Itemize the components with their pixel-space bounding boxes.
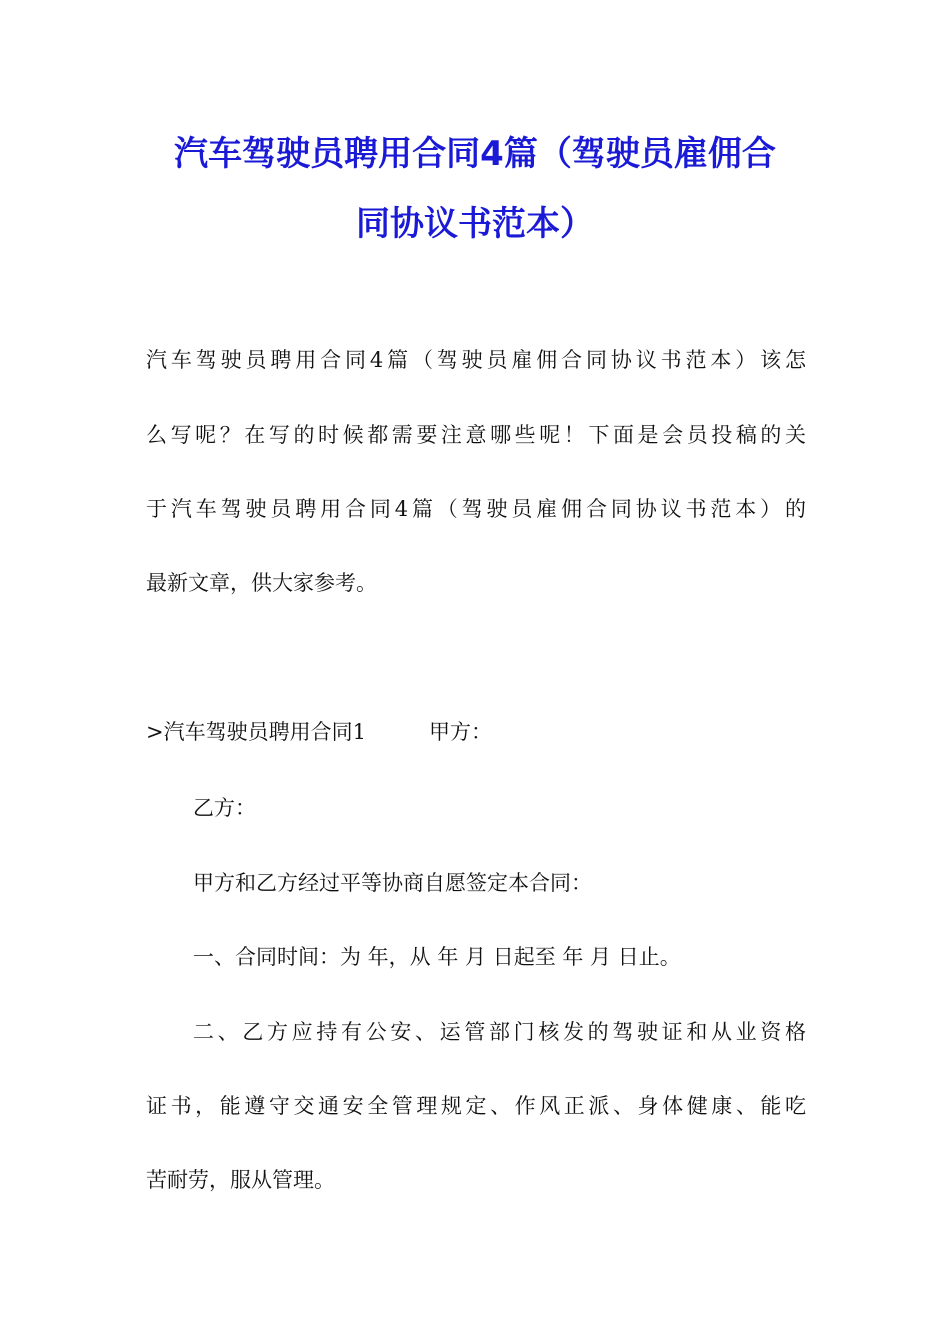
intro-line-2: 么写呢？在写的时候都需要注意哪些呢！下面是会员投稿的关	[146, 423, 806, 447]
intro-line-3: 于汽车驾驶员聘用合同4篇（驾驶员雇佣合同协议书范本）的	[146, 497, 806, 521]
agreement-statement: 甲方和乙方经过平等协商自愿签定本合同：	[193, 871, 592, 895]
intro-line-4: 最新文章，供大家参考。	[146, 571, 377, 595]
clause-2-line-3: 苦耐劳，服从管理。	[146, 1168, 335, 1192]
document-title-line-1: 汽车驾驶员聘用合同4篇（驾驶员雇佣合	[174, 134, 776, 174]
clause-2-line-1: 二、乙方应持有公安、运管部门核发的驾驶证和从业资格	[193, 1020, 806, 1044]
clause-1: 一、合同时间：为 年，从 年 月 日起至 年 月 日止。	[193, 945, 681, 969]
party-b-label: 乙方：	[193, 796, 256, 820]
document-title-line-2: 同协议书范本）	[356, 204, 594, 244]
section-heading: >汽车驾驶员聘用合同1 甲方：	[146, 720, 492, 744]
intro-line-1: 汽车驾驶员聘用合同4篇（驾驶员雇佣合同协议书范本）该怎	[146, 348, 806, 372]
clause-2-line-2: 证书，能遵守交通安全管理规定、作风正派、身体健康、能吃	[146, 1094, 806, 1118]
